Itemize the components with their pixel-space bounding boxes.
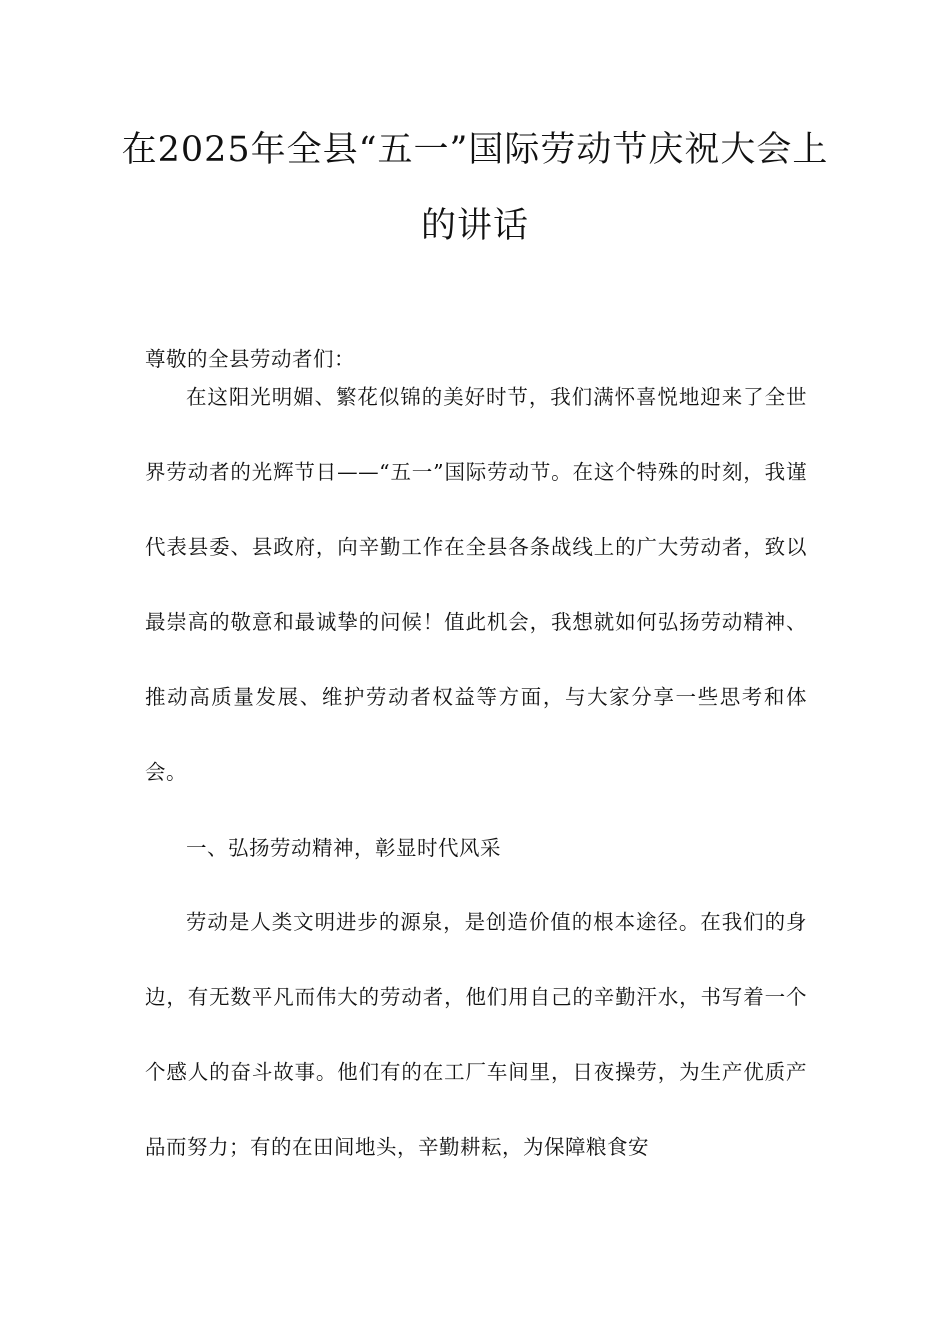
intro-paragraph: 在这阳光明媚、繁花似锦的美好时节，我们满怀喜悦地迎来了全世界劳动者的光辉节日——“五一”国际劳动节。在这个特殊的时刻，我谨代表县委、县政府，向辛勤工作在全县各条战线上的广大劳动者，致以最崇高的敬意和最诚挚的问候！值此机会，我想就如何弘扬劳动精神、推动高质量发展、维护劳动者权益等方面，与大家分享一些思考和体会。	[145, 385, 807, 784]
section-paragraph: 劳动是人类文明进步的源泉，是创造价值的根本途径。在我们的身边，有无数平凡而伟大的劳动者，他们用自己的辛勤汗水，书写着一个个感人的奋斗故事。他们有的在工厂车间里，日夜操劳，为生产优质产品而努力；有的在田间地头，辛勤耕耘，为保障粮食安	[145, 910, 807, 1159]
salutation: 尊敬的全县劳动者们：	[145, 347, 355, 371]
page-title: 在2025年全县“五一”国际劳动节庆祝大会上的讲话	[121, 130, 829, 246]
section-heading: 一、弘扬劳动精神，彰显时代风采	[186, 836, 501, 860]
